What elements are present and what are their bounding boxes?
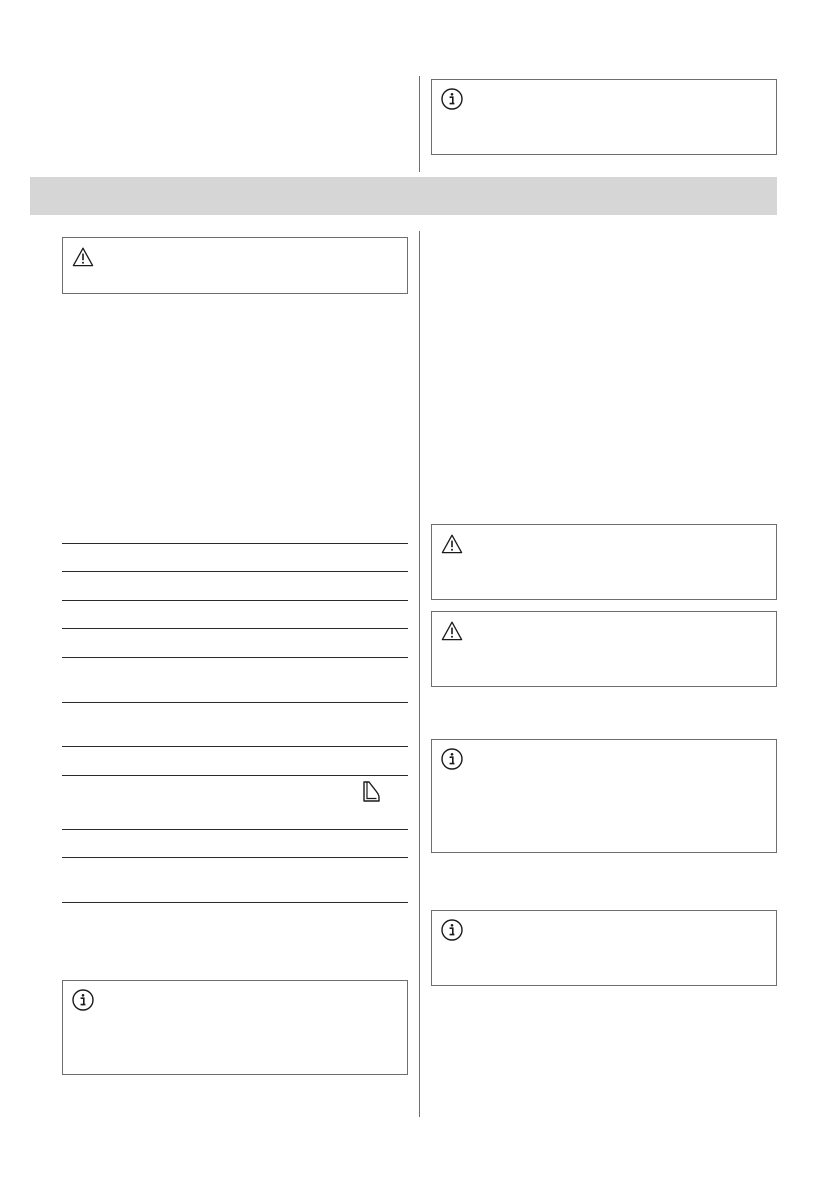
warning-icon bbox=[441, 533, 463, 555]
table-row-rule bbox=[62, 628, 408, 629]
table-row-rule bbox=[62, 600, 408, 601]
info-icon bbox=[72, 989, 94, 1011]
table-row-rule bbox=[62, 543, 408, 544]
info-box bbox=[62, 980, 408, 1075]
column-divider-main bbox=[419, 231, 420, 1117]
table-row-rule bbox=[62, 775, 408, 776]
column-divider-top bbox=[419, 76, 420, 172]
section-header-band bbox=[30, 177, 777, 215]
warning-box bbox=[62, 237, 408, 294]
table-row-rule bbox=[62, 571, 408, 572]
warning-box bbox=[431, 611, 777, 687]
warning-icon bbox=[441, 620, 463, 642]
table-row-rule bbox=[62, 902, 408, 903]
info-box bbox=[431, 910, 777, 986]
table-row-rule bbox=[62, 857, 408, 858]
warning-icon bbox=[72, 246, 94, 268]
info-box bbox=[431, 79, 777, 155]
table-row-rule bbox=[62, 829, 408, 830]
heat-setting-icon bbox=[361, 780, 381, 804]
info-icon bbox=[441, 748, 463, 770]
info-icon bbox=[441, 88, 463, 110]
table-row-rule bbox=[62, 702, 408, 703]
warning-box bbox=[431, 524, 777, 600]
info-box bbox=[431, 739, 777, 853]
table-row-rule bbox=[62, 746, 408, 747]
table-row-rule bbox=[62, 657, 408, 658]
info-icon bbox=[441, 919, 463, 941]
